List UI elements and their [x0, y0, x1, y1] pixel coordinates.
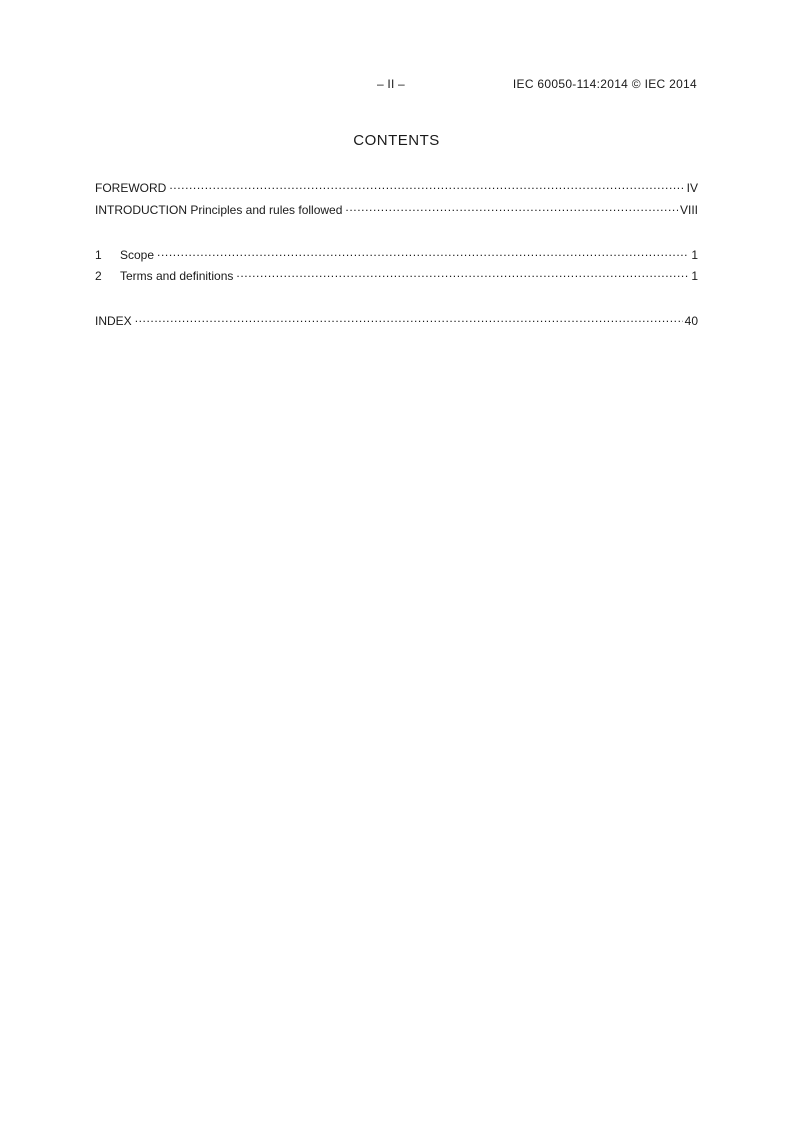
toc-entry-introduction[interactable] — [95, 200, 698, 216]
toc-entry-terms-and-definitions[interactable] — [95, 266, 698, 282]
toc-dot-leader — [157, 245, 689, 259]
toc-entry-title: FOREWORD — [95, 181, 167, 195]
toc-entry-page: 40 — [684, 314, 698, 328]
toc-entry-page: IV — [686, 181, 698, 195]
toc-entry-title: INTRODUCTION Principles and rules followed — [95, 203, 343, 217]
toc-dot-leader — [236, 266, 689, 280]
toc-entry-number: 1 — [95, 248, 102, 262]
toc-entry-page: VIII — [679, 203, 698, 217]
toc-entry-number: 2 — [95, 269, 102, 283]
toc-entry-scope[interactable] — [95, 245, 698, 261]
toc-entry-page: 1 — [691, 248, 698, 262]
contents-heading: CONTENTS — [353, 132, 440, 149]
toc-entry-title: INDEX — [95, 314, 132, 328]
page-number: – II – — [377, 77, 405, 91]
toc-entry-page: 1 — [691, 269, 698, 283]
toc-entry-index[interactable] — [95, 311, 698, 327]
document-identifier: IEC 60050-114:2014 © IEC 2014 — [512, 77, 697, 91]
toc-entry-title: Scope — [120, 248, 155, 262]
toc-entry-title: Terms and definitions — [120, 269, 234, 283]
toc-dot-leader — [169, 178, 684, 192]
toc-dot-leader — [135, 311, 683, 325]
toc-entry-foreword[interactable] — [95, 178, 698, 194]
toc-dot-leader — [345, 200, 678, 214]
